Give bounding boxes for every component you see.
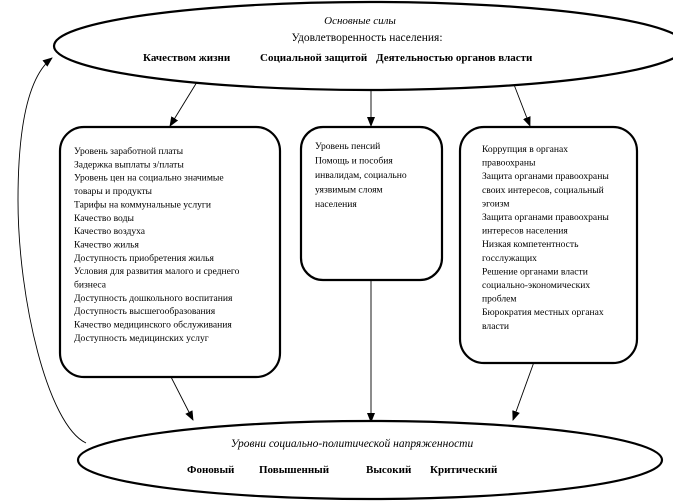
quality-of-life-box [60,127,280,377]
quality-of-life-item: Качество воды [74,212,134,224]
arrow-top-to-left-box [170,82,197,126]
quality-of-life-item: Уровень заработной платы [74,146,184,157]
authorities-item: своих интересов, социальный [482,184,604,196]
authorities-item: интересов населения [482,225,568,237]
authorities-item: эгоизм [482,198,510,210]
quality-of-life-item: Доступность высшегообразования [74,306,216,318]
main-forces-ellipse [54,2,673,90]
quality-of-life-item: товары и продукты [74,186,153,198]
quality-of-life-item: Доступность дошкольного воспитания [74,292,233,304]
social-protection-item: уязвимым слоям [315,184,383,196]
quality-of-life-item: Качество медицинского обслуживания [74,319,232,331]
social-protection-item: населения [315,199,357,210]
arrow-right-box-to-bottom [513,362,534,420]
authorities-item: власти [482,320,510,332]
level-high: Высокий [366,464,412,476]
authorities-box [460,127,637,363]
authorities-item: Низкая компетентность [482,239,579,251]
quality-of-life-item: Качество воздуха [74,226,146,238]
level-background: Фоновый [187,464,235,476]
social-protection-item: инвалидам, социально [315,170,407,181]
quality-of-life-item: Уровень цен на социально значимые [74,172,224,184]
factor-social-protection: Социальной защитой [260,52,368,64]
level-elevated: Повышенный [259,464,330,476]
factor-authorities: Деятельностью органов власти [376,52,533,64]
authorities-item: проблем [482,293,517,305]
social-protection-item: Помощь и пособия [315,155,393,167]
quality-of-life-item: Тарифы на коммунальные услуги [74,199,211,211]
tension-levels-ellipse [78,421,662,499]
arrow-top-to-right-box [513,82,530,126]
main-forces-subtitle: Основные силы [324,15,396,27]
tension-levels-title: Уровни социально-политической напряженности [230,438,474,450]
social-protection-box [301,127,442,280]
authorities-item: социально-экономических [482,280,591,291]
authorities-item: Защита органами правоохраны [482,171,609,183]
quality-of-life-item: бизнеса [74,279,107,291]
authorities-item: Решение органами власти [482,266,588,278]
quality-of-life-item: Задержка выплаты з/платы [74,159,184,171]
authorities-item: Коррупция в органах [482,144,569,155]
factor-quality-of-life: Качеством жизни [143,52,231,64]
arrow-left-box-to-bottom [170,375,193,420]
authorities-item: правоохраны [482,157,536,169]
social-protection-item: Уровень пенсий [315,141,381,152]
authorities-item: Защита органами правоохраны [482,212,609,223]
quality-of-life-item: Доступность медицинских услуг [74,332,209,344]
authorities-item: госслужащих [482,252,537,264]
satisfaction-heading: Удовлетворенность населения: [291,32,443,44]
quality-of-life-item: Доступность приобретения жилья [74,252,214,264]
level-critical: Критический [430,464,498,476]
quality-of-life-item: Условия для развития малого и среднего [74,266,240,278]
quality-of-life-item: Качество жилья [74,239,139,251]
bottom-ellipse-shape [78,421,662,499]
authorities-item: Бюрократия местных органах [482,307,604,319]
